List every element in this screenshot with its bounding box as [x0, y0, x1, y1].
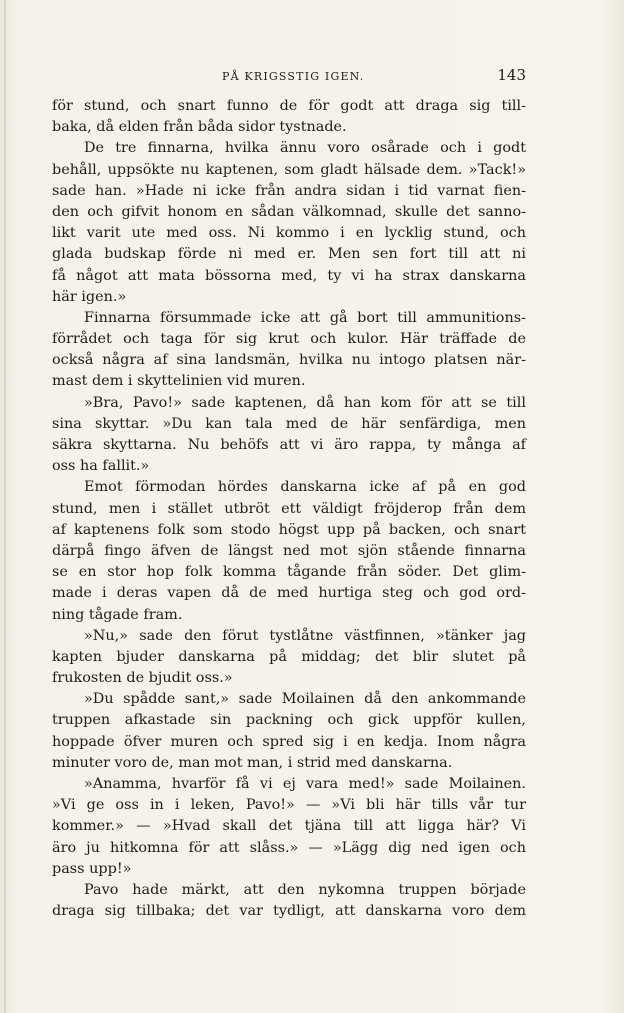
text-line: här igen.»: [52, 288, 127, 305]
text-line: Emot förmodan hördes danskarna icke af på en god: [84, 479, 526, 496]
text-line: kommer.» — »Hvad skall det tjäna till att ligga här? Vi: [52, 818, 526, 835]
text-line: »Nu,» sade den förut tystlåtne västfinnen, »tänker jag: [84, 627, 526, 644]
text-line: »Du spådde sant,» sade Moilainen då den ankommande: [84, 691, 526, 708]
page-number: 143: [497, 66, 526, 84]
text-line: för stund, och snart funno de för godt att draga sig till-: [52, 98, 526, 114]
text-line: den och gifvit honom en sådan välkomnad, skulle det sanno-: [52, 203, 526, 220]
text-line: Pavo hade märkt, att den nykomna truppen började: [84, 881, 526, 898]
text-line: De tre finnarna, hvilka ännu voro osårade och i godt: [84, 140, 526, 157]
text-line: förrådet och taga för sig krut och kulor. Här träffade de: [52, 331, 526, 348]
text-line: glada budskap förde ni med er. Men sen fort till att ni: [52, 246, 526, 263]
text-line: därpå fingo äfven de längst ned mot sjön stående finnarna: [52, 542, 526, 559]
text-line: frukosten de bjudit oss.»: [52, 670, 233, 687]
text-line: sina skyttar. »Du kan tala med de här senfärdiga, men: [52, 415, 526, 432]
text-line: mast dem i skyttelinien vid muren.: [52, 373, 306, 390]
text-line: stund, men i stället utbröt ett väldigt fröjderop från dem: [52, 500, 526, 517]
text-line: sade han. »Hade ni icke från andra sidan i tid varnat fien-: [52, 182, 526, 199]
text-line: likt varit ute med oss. Ni kommo i en lycklig stund, och: [52, 225, 526, 242]
text-line: kapten bjuder danskarna på middag; det blir slutet på: [52, 648, 526, 665]
text-line: truppen afkastade sin packning och gick uppför kullen,: [52, 712, 526, 729]
text-line: draga sig tillbaka; det var tydligt, att danskarna voro dem: [52, 903, 526, 920]
text-line: behåll, uppsökte nu kaptenen, som gladt hälsade dem. »Tack!»: [52, 161, 526, 178]
text-line: pass upp!»: [52, 860, 132, 877]
page-header: [52, 66, 526, 88]
text-line: också några af sina landsmän, hvilka nu intogo platsen när-: [52, 352, 526, 369]
text-line: af kaptenens folk som stodo högst upp på backen, och snart: [52, 521, 526, 538]
text-line: se en stor hop folk komma tågande från söder. Det glim-: [52, 564, 526, 581]
text-line: »Anamma, hvarför få vi ej vara med!» sade Moilainen.: [84, 776, 526, 792]
text-line: minuter voro de, man mot man, i strid med danskarna.: [52, 754, 453, 771]
text-line: få något att mata bössorna med, ty vi ha strax danskarna: [52, 267, 526, 284]
text-line: säkra skyttarna. Nu behöfs att vi äro rappa, ty många af: [52, 437, 526, 453]
text-line: oss ha fallit.»: [52, 458, 150, 475]
text-line: made i deras vapen då de med hurtiga steg och god ord-: [52, 585, 526, 602]
text-line: baka, då elden från båda sidor tystnade.: [52, 119, 347, 136]
running-title: PÅ KRIGSSTIG IGEN.: [222, 70, 365, 83]
page-gutter-edge: [4, 0, 6, 1013]
text-line: äro ju hitkomna för att slåss.» — »Lägg dig ned igen och: [52, 839, 526, 856]
text-line: Finnarna försummade icke att gå bort till ammunitions-: [84, 309, 526, 326]
text-line: »Bra, Pavo!» sade kaptenen, då han kom för att se till: [84, 394, 526, 411]
page-body-text: [52, 96, 526, 922]
text-line: »Vi ge oss in i leken, Pavo!» — »Vi bli här tills vår tur: [52, 797, 526, 814]
text-line: hoppade öfver muren och spred sig i en kedja. Inom några: [52, 733, 526, 750]
text-line: ning tågade fram.: [52, 606, 183, 623]
